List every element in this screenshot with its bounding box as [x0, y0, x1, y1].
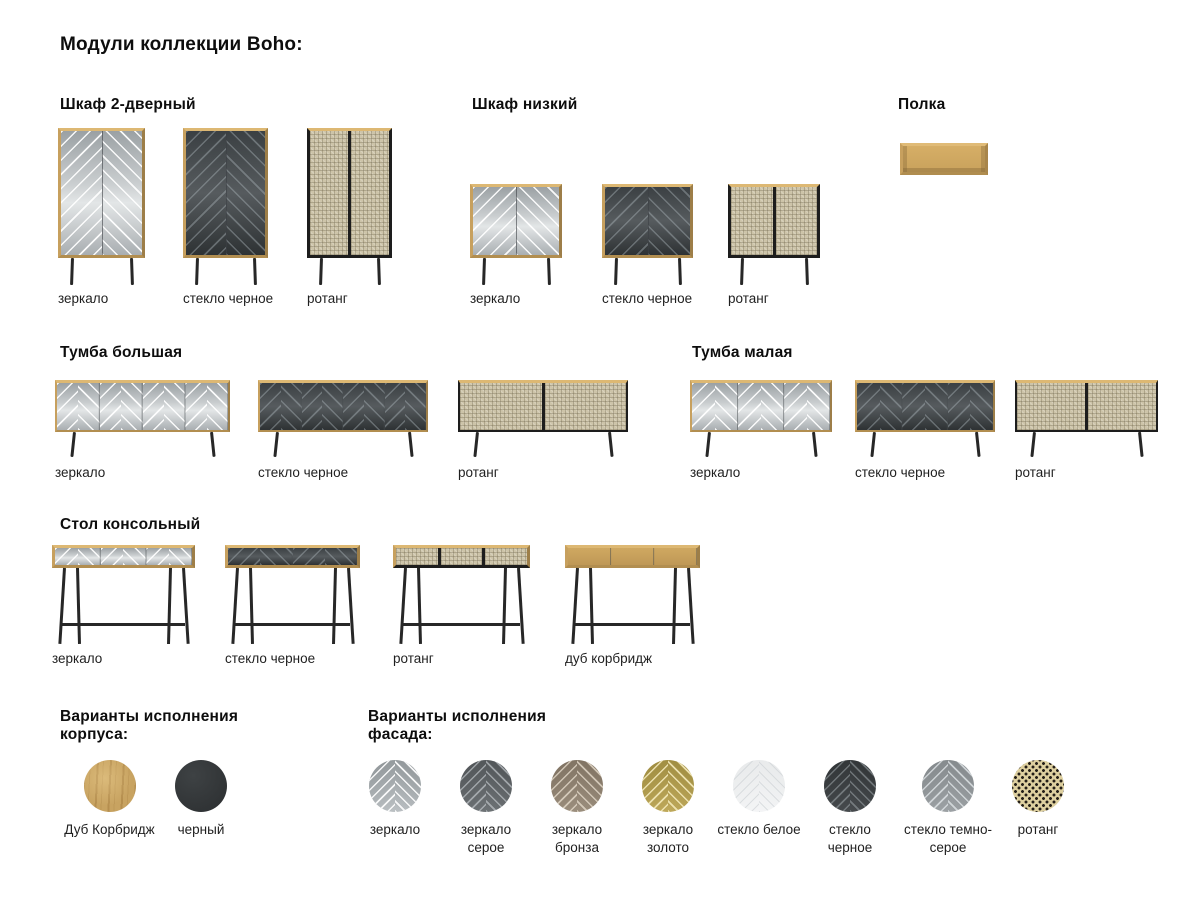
section-title-shelf: Полка [898, 96, 946, 113]
facade-panel [948, 383, 971, 430]
console-top [52, 545, 195, 568]
facade-panel [473, 187, 516, 255]
item-cabinetlow-mirror [470, 128, 562, 306]
item-label: зеркало [52, 651, 103, 666]
facade-panel [460, 383, 542, 430]
swatch-half [759, 760, 785, 812]
facade-panel [100, 383, 121, 430]
swatch-half [824, 760, 850, 812]
section-title-body-variants: Варианты исполнения корпуса: [60, 708, 239, 743]
swatch-facade-mirror-gold [625, 760, 711, 857]
cabinet-carcass [183, 128, 268, 258]
leg [1138, 432, 1143, 457]
facade-panel [55, 548, 78, 565]
glass-darkgrey-swatch-icon [922, 760, 974, 812]
facade-panel [169, 548, 192, 565]
item-label: стекло черное [602, 291, 693, 306]
facade-panel [784, 383, 807, 430]
furniture-cabinet2-mirror [58, 128, 145, 285]
furniture-cabinetlow-mirror [470, 128, 562, 285]
mirror-facade [61, 131, 142, 255]
console-top [565, 545, 700, 568]
leg [130, 258, 133, 285]
swatch-label: зеркало [369, 822, 421, 837]
item-label: стекло черное [183, 291, 274, 306]
furniture-cabinetlow-black-glass [602, 128, 693, 285]
facade-panel [348, 131, 389, 255]
leg [482, 258, 485, 285]
item-sblarge-rattan [458, 380, 628, 480]
black-glass-facade [228, 548, 357, 565]
swatch-half [922, 760, 948, 812]
leg [502, 568, 506, 644]
leg [571, 568, 578, 644]
leg [332, 568, 336, 644]
black-glass-facade [605, 187, 690, 255]
item-sbsmall-mirror [690, 380, 832, 480]
facade-panel [385, 383, 406, 430]
swatch-half [551, 760, 577, 812]
leg [417, 568, 421, 644]
mirror-bronze-swatch-icon [551, 760, 603, 812]
group-sideboard-large [55, 380, 628, 480]
console-legs [225, 568, 360, 644]
item-label: дуб корбридж [565, 651, 653, 666]
leg [740, 258, 743, 285]
sideboard-legs [855, 432, 995, 457]
facade-panel [207, 383, 228, 430]
leg [210, 432, 215, 457]
leg [517, 568, 524, 644]
item-cabinet2-mirror [58, 128, 145, 306]
sideboard-legs [1015, 432, 1158, 457]
facade-panel [880, 383, 903, 430]
swatch-label: стекло белое [717, 822, 801, 837]
cabinet-legs [470, 258, 562, 285]
swatch-facade-glass-black [807, 760, 893, 857]
black-swatch-icon [175, 760, 227, 812]
sideboard-carcass [690, 380, 832, 432]
swatch-label: зеркало золото [642, 822, 694, 856]
leg [347, 568, 354, 644]
facade-panel [485, 548, 527, 565]
rattan-facade [396, 548, 527, 565]
facade-panel [185, 383, 206, 430]
group-cabinet-low [470, 128, 820, 306]
facade-panel [396, 548, 438, 565]
swatch-facade-glass-white [716, 760, 802, 857]
section-title-facade-variants: Варианты исполнения фасада: [368, 708, 547, 743]
item-label: стекло черное [258, 465, 349, 480]
section-title-sideboard-small: Тумба малая [692, 344, 793, 361]
swatch-half [395, 760, 421, 812]
item-label: зеркало [690, 465, 741, 480]
facade-panel [226, 131, 266, 255]
section-title-console-table: Стол консольный [60, 516, 201, 533]
facade-panel [857, 383, 880, 430]
swatch-facade-mirror-grey [443, 760, 529, 857]
facade-panel [1085, 383, 1156, 430]
cabinet-legs [58, 258, 145, 285]
item-console-black-glass [225, 545, 360, 666]
item-label: ротанг [1015, 465, 1056, 480]
facade-panel [123, 548, 146, 565]
leg [687, 568, 694, 644]
item-console-oak [565, 545, 700, 666]
item-sbsmall-black-glass [855, 380, 995, 480]
facade-panel [605, 187, 648, 255]
leg [870, 432, 875, 457]
swatch-half [460, 760, 486, 812]
facade-panel [61, 131, 102, 255]
leg [614, 258, 617, 285]
stretcher-bar [403, 623, 520, 626]
console-legs [393, 568, 530, 644]
leg [812, 432, 817, 457]
group-console-table [52, 545, 700, 666]
leg [705, 432, 710, 457]
stretcher-bar [235, 623, 350, 626]
facade-panel [293, 548, 325, 565]
mirror-facade [57, 383, 228, 430]
swatch-body-black [169, 760, 233, 839]
item-label: ротанг [393, 651, 434, 666]
leg [678, 258, 681, 285]
facade-panel [364, 383, 385, 430]
cabinet-carcass [470, 184, 562, 258]
facade-panel [738, 383, 761, 430]
item-cabinet2-black-glass [183, 128, 274, 306]
console-top [225, 545, 360, 568]
item-label: зеркало [470, 291, 521, 306]
leg [805, 258, 808, 285]
sideboard-legs [458, 432, 628, 457]
leg [253, 258, 256, 285]
facade-panel [102, 131, 143, 255]
swatch-half [486, 760, 512, 812]
leg [58, 568, 65, 644]
leg [70, 432, 75, 457]
facade-panel [302, 383, 323, 430]
facade-panel [516, 187, 559, 255]
swatch-label: стекло черное [827, 822, 873, 856]
sideboard-carcass [855, 380, 995, 432]
swatch-label: черный [177, 822, 225, 837]
swatch-body-oak [62, 760, 157, 839]
rattan-facade [310, 131, 389, 255]
facade-panel [310, 131, 348, 255]
item-label: стекло черное [855, 465, 946, 480]
glass-black-swatch-icon [824, 760, 876, 812]
stretcher-bar [62, 623, 185, 626]
furniture-cabinet2-rattan [307, 128, 392, 285]
swatch-label: стекло темно-серое [904, 822, 992, 856]
facade-panel [78, 548, 101, 565]
sideboard-legs [258, 432, 428, 457]
facade-panel [1017, 383, 1085, 430]
mirror-grey-swatch-icon [460, 760, 512, 812]
leg [167, 568, 171, 644]
black-glass-facade [260, 383, 426, 430]
sideboard-carcass [258, 380, 428, 432]
leg [76, 568, 80, 644]
leg [273, 432, 278, 457]
swatch-facade-mirror-bronze [534, 760, 620, 857]
facade-panel [260, 383, 281, 430]
leg [377, 258, 380, 285]
item-sblarge-mirror [55, 380, 230, 480]
leg [672, 568, 676, 644]
facade-panel [925, 383, 948, 430]
cabinet-legs [728, 258, 820, 285]
facade-panel [731, 187, 773, 255]
item-label: зеркало [58, 291, 109, 306]
item-label: стекло черное [225, 651, 316, 666]
facade-panel [146, 548, 169, 565]
facade-panel [57, 383, 78, 430]
swatch-half [642, 760, 668, 812]
facade-panel [542, 383, 627, 430]
swatch-label: ротанг [1017, 822, 1059, 837]
item-cabinet2-rattan [307, 128, 392, 306]
facade-panel [715, 383, 738, 430]
swatch-label: зеркало серое [460, 822, 512, 856]
facade-panel [78, 383, 99, 430]
item-console-mirror [52, 545, 195, 666]
leg [608, 432, 613, 457]
swatch-facade-glass-darkgrey [898, 760, 998, 857]
sideboard-legs [55, 432, 230, 457]
facade-panel [568, 548, 697, 565]
facade-panel [322, 383, 343, 430]
swatch-facade-rattan [1003, 760, 1073, 857]
item-cabinetlow-black-glass [602, 128, 693, 306]
leg [547, 258, 550, 285]
item-label: ротанг [728, 291, 769, 306]
oak-facade [568, 548, 697, 565]
leg [399, 568, 406, 644]
leg [319, 258, 322, 285]
facade-panel [807, 383, 830, 430]
glass-white-swatch-icon [733, 760, 785, 812]
facade-panel [101, 548, 124, 565]
swatch-half [668, 760, 694, 812]
rattan-facade [460, 383, 626, 430]
console-top [393, 545, 530, 568]
facade-panel [648, 187, 691, 255]
cabinet-legs [307, 258, 392, 285]
facade-panel [260, 548, 292, 565]
group-cabinet-2-door [58, 128, 392, 306]
leg [182, 568, 189, 644]
cabinet-carcass [728, 184, 820, 258]
section-title-cabinet-low: Шкаф низкий [472, 96, 578, 113]
leg [231, 568, 238, 644]
sideboard-carcass [55, 380, 230, 432]
group-sideboard-small [690, 380, 1158, 480]
swatch-half [369, 760, 395, 812]
black-glass-facade [857, 383, 993, 430]
swatch-label: Дуб Корбридж [64, 822, 155, 837]
cabinet-legs [183, 258, 268, 285]
sideboard-carcass [458, 380, 628, 432]
section-title-sideboard-large: Тумба большая [60, 344, 183, 361]
facade-panel [970, 383, 993, 430]
swatch-label: зеркало бронза [551, 822, 603, 856]
facade-panel [164, 383, 185, 430]
mirror-gold-swatch-icon [642, 760, 694, 812]
facade-panel [405, 383, 426, 430]
rattan-swatch-icon [1012, 760, 1064, 812]
sideboard-legs [690, 432, 832, 457]
swatch-half [850, 760, 876, 812]
swatch-half [733, 760, 759, 812]
furniture-wall-shelf [900, 143, 988, 175]
facade-panel [902, 383, 925, 430]
mirror-facade [692, 383, 830, 430]
furniture-cabinetlow-rattan [728, 128, 820, 285]
sideboard-carcass [1015, 380, 1158, 432]
facade-panel [143, 383, 164, 430]
group-body-variants [62, 760, 233, 839]
item-label: зеркало [55, 465, 106, 480]
cabinet-carcass [307, 128, 392, 258]
page-title: Модули коллекции Boho: [60, 34, 303, 55]
facade-panel [343, 383, 364, 430]
mirror-swatch-icon [369, 760, 421, 812]
facade-panel [121, 383, 142, 430]
stretcher-bar [575, 623, 690, 626]
facade-panel [281, 383, 302, 430]
group-facade-variants [352, 760, 1073, 857]
leg [589, 568, 593, 644]
leg [975, 432, 980, 457]
facade-panel [692, 383, 715, 430]
section-title-cabinet-2-door: Шкаф 2-дверный [60, 96, 196, 113]
mirror-facade [473, 187, 559, 255]
leg [70, 258, 73, 285]
leg [408, 432, 413, 457]
leg [1030, 432, 1035, 457]
mirror-facade [55, 548, 192, 565]
cabinet-carcass [602, 184, 693, 258]
facade-panel [441, 548, 483, 565]
facade-panel [228, 548, 260, 565]
item-label: ротанг [307, 291, 348, 306]
swatch-half [577, 760, 603, 812]
leg [473, 432, 478, 457]
rattan-facade [731, 187, 817, 255]
facade-panel [325, 548, 357, 565]
item-sbsmall-rattan [1015, 380, 1158, 480]
console-legs [52, 568, 195, 644]
facade-panel [761, 383, 784, 430]
rattan-facade [1017, 383, 1156, 430]
leg [195, 258, 198, 285]
facade-panel [773, 187, 818, 255]
black-glass-facade [186, 131, 265, 255]
item-label: ротанг [458, 465, 499, 480]
item-sblarge-black-glass [258, 380, 428, 480]
swatch-facade-mirror [352, 760, 438, 857]
oak-corbridge-swatch-icon [84, 760, 136, 812]
furniture-cabinet2-black-glass [183, 128, 268, 285]
cabinet-legs [602, 258, 693, 285]
leg [249, 568, 253, 644]
console-legs [565, 568, 700, 644]
item-cabinetlow-rattan [728, 128, 820, 306]
item-console-rattan [393, 545, 530, 666]
facade-panel [186, 131, 226, 255]
cabinet-carcass [58, 128, 145, 258]
swatch-half [948, 760, 974, 812]
